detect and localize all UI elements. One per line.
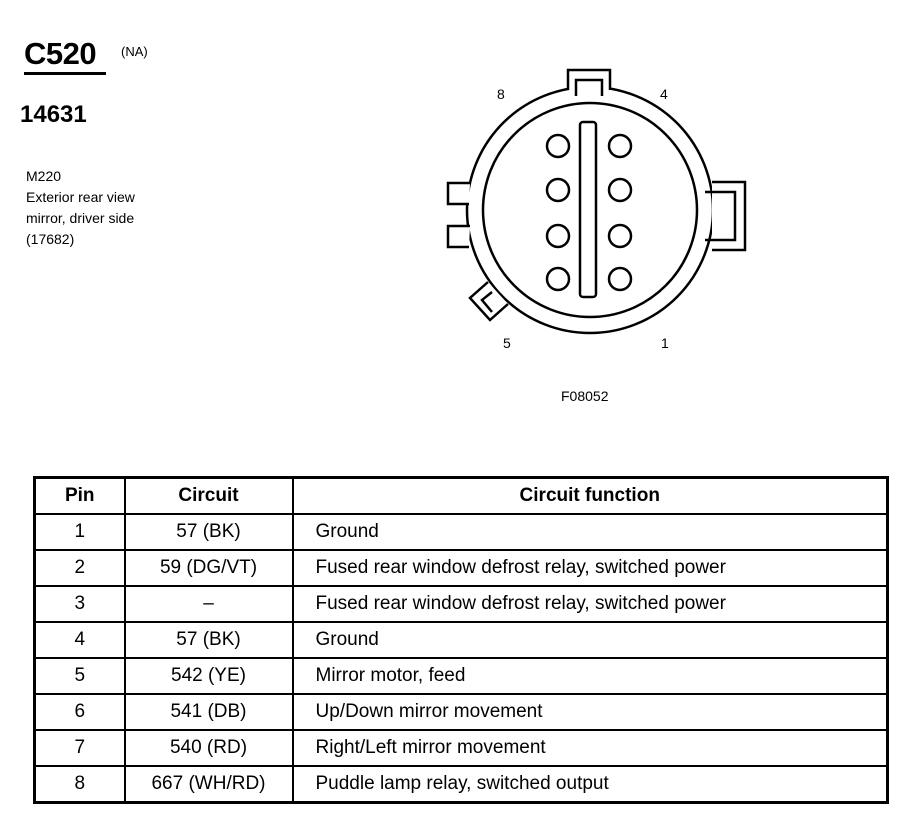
pin-cell: 2 <box>35 550 125 586</box>
function-cell: Fused rear window defrost relay, switched power <box>293 586 888 622</box>
function-cell: Right/Left mirror movement <box>293 730 888 766</box>
component-description <box>26 166 135 250</box>
connector-inner-ring <box>483 103 697 317</box>
function-cell: Mirror motor, feed <box>293 658 888 694</box>
table-row <box>35 550 888 586</box>
circuit-cell: 667 (WH/RD) <box>125 766 293 803</box>
part-number: 14631 <box>20 101 87 128</box>
table-row <box>35 658 888 694</box>
pin-cavity-4 <box>609 135 631 157</box>
function-cell: Fused rear window defrost relay, switched power <box>293 550 888 586</box>
pin-cavity-2 <box>609 225 631 247</box>
column-header-circuit: Circuit <box>125 478 293 515</box>
pin-label-8: 8 <box>497 86 505 102</box>
pin-label-4: 4 <box>660 86 668 102</box>
pin-cell: 5 <box>35 658 125 694</box>
component-line: mirror, driver side <box>26 210 135 226</box>
connector-id-underline <box>24 72 106 75</box>
region-code: (NA) <box>121 44 148 59</box>
pin-cell: 7 <box>35 730 125 766</box>
connector-face-diagram <box>430 60 770 360</box>
pin-cavity-6 <box>547 225 569 247</box>
table-row <box>35 694 888 730</box>
circuit-cell: 541 (DB) <box>125 694 293 730</box>
pin-cavity-5 <box>547 268 569 290</box>
table-header-row <box>35 478 888 515</box>
circuit-cell: 59 (DG/VT) <box>125 550 293 586</box>
circuit-cell: 540 (RD) <box>125 730 293 766</box>
table-row <box>35 586 888 622</box>
table-row <box>35 766 888 803</box>
function-cell: Puddle lamp relay, switched output <box>293 766 888 803</box>
pinout-table <box>33 476 889 804</box>
circuit-cell: 542 (YE) <box>125 658 293 694</box>
left-key-tab-upper <box>448 183 470 204</box>
circuit-cell: – <box>125 586 293 622</box>
component-line: M220 <box>26 168 62 184</box>
pin-cell: 1 <box>35 514 125 550</box>
lower-left-key-notch <box>470 282 508 320</box>
component-line: Exterior rear view <box>26 189 135 205</box>
function-cell: Ground <box>293 514 888 550</box>
column-header-circuit-function: Circuit function <box>293 478 888 515</box>
pin-cavity-3 <box>609 179 631 201</box>
pin-cavity-7 <box>547 179 569 201</box>
pin-cell: 4 <box>35 622 125 658</box>
pin-cavity-1 <box>609 268 631 290</box>
component-line: (17682) <box>26 231 75 247</box>
function-cell: Up/Down mirror movement <box>293 694 888 730</box>
connector-id: C520 <box>24 36 97 71</box>
column-header-pin: Pin <box>35 478 125 515</box>
circuit-cell: 57 (BK) <box>125 514 293 550</box>
function-cell: Ground <box>293 622 888 658</box>
pin-cell: 8 <box>35 766 125 803</box>
circuit-cell: 57 (BK) <box>125 622 293 658</box>
pin-label-5: 5 <box>503 335 511 351</box>
figure-id: F08052 <box>561 388 609 404</box>
table-row <box>35 514 888 550</box>
pin-label-1: 1 <box>661 335 669 351</box>
pin-cell: 6 <box>35 694 125 730</box>
left-key-tab-lower <box>448 226 470 247</box>
center-divider-bar <box>580 122 596 297</box>
table-row <box>35 730 888 766</box>
pin-cell: 3 <box>35 586 125 622</box>
table-row <box>35 622 888 658</box>
pin-cavity-8 <box>547 135 569 157</box>
